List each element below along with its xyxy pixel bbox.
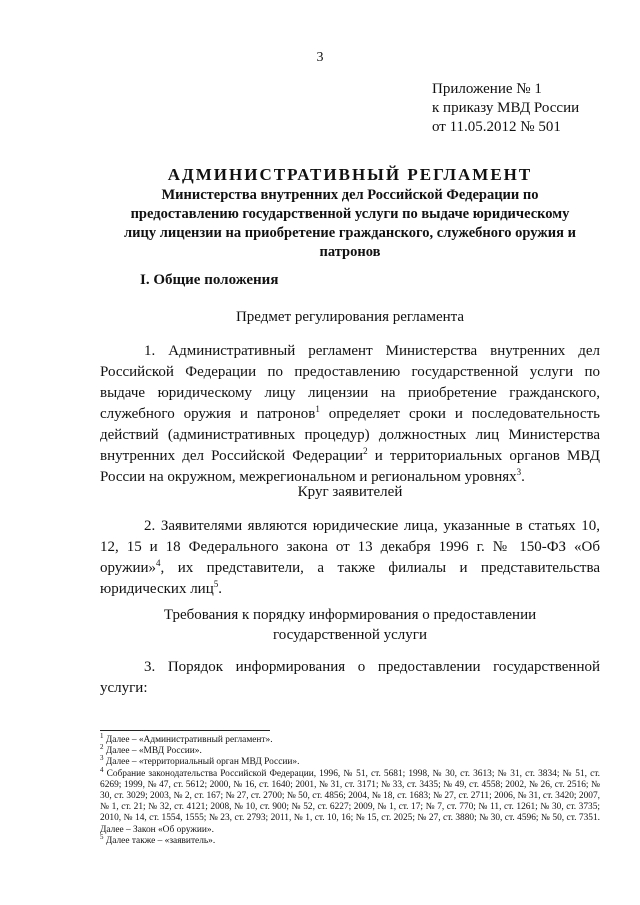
- paragraph-text: 1. Административный регламент Министерства внутренних дел Российской Федерации по предоставлению государственной услуги по выдаче юридическому лицу лицензии на приобретение гражданского, служебного оружия и патронов: [100, 343, 600, 422]
- title-subtitle-line: патронов: [319, 244, 381, 260]
- paragraph-1: [100, 341, 600, 488]
- footnote-text: Далее – «территориальный орган МВД России».: [103, 757, 300, 768]
- footnote: [100, 765, 600, 836]
- subsection-heading: Предмет регулирования регламента: [235, 309, 465, 325]
- subsection-heading-line: государственной услуги: [273, 627, 427, 643]
- paragraph-text: 2. Заявителями являются юридические лица, указанные в статьях 10, 12, 15 и 18 Федерального закона от 13 декабря 1996 г. № 150-ФЗ «Об оружии»: [100, 518, 600, 576]
- footnote-ref: 1: [315, 404, 320, 414]
- paragraph-text: и территориальных органов МВД России на окружном, межрегиональном и региональном уровнях: [100, 448, 600, 485]
- footnote: [100, 832, 600, 847]
- footnote-ref: 5: [213, 579, 219, 589]
- subsection-heading-line: Требования к порядку информирования о предоставлении: [163, 607, 537, 623]
- paragraph-2: [100, 516, 600, 600]
- footnote-ref: 4: [156, 558, 161, 568]
- paragraph-text: .: [218, 581, 222, 597]
- subsection-heading: Круг заявителей: [297, 484, 403, 500]
- footnote-text: Далее – «МВД России».: [103, 746, 202, 757]
- footnote-text: Собрание законодательства Российской Федерации, 1996, № 51, ст. 5681; 1998, № 30, ст. 3613; № 31, ст. 3834; № 51, ст. 6269; 1999, № 47, ст. 5612; 2000, № 16, ст. 1640; 2001, № 31, ст. 3171; № 33, ст. 3435; № 49, ст. 4558; 2002, № 26, ст. 2516; № 30, ст. 3029; 2003, № 2, ст. 167; № 27, ст. 2700; № 50, ст. 4856; 2004, № 18, ст. 1683; № 27, ст. 2711; 2006, № 31, ст. 3420; 2007, № 1, ст. 21; № 32, ст. 4121; 2008, № 10, ст. 900; № 52, ст. 6227; 2009, № 1, ст. 17; № 7, ст. 770; № 11, ст. 1261; № 30, ст. 3735; 2010, № 14, ст. 1554, 1555; № 23, ст. 2793; 2011, № 1, ст. 10, 16; № 15, ст. 2025; № 27, ст. 3880; № 30, ст. 4596; № 50, ст. 7351. Далее – Закон «Об оружии».: [100, 768, 600, 835]
- footnote: [100, 743, 600, 757]
- footnote-divider: [100, 730, 270, 731]
- section-heading: I. Общие положения: [140, 272, 279, 288]
- title-subtitle-line: лицу лицензии на приобретение гражданского, служебного оружия и: [124, 225, 576, 241]
- footnote-number: 2: [100, 743, 104, 752]
- paragraph-text: .: [521, 469, 525, 485]
- subsection-heading: [100, 605, 600, 645]
- footnote-text: Далее также – «заявитель».: [103, 835, 216, 846]
- footnote: [100, 731, 600, 746]
- appendix-line: Приложение № 1: [432, 81, 542, 97]
- title-main: АДМИНИСТРАТИВНЫЙ РЕГЛАМЕНТ: [167, 165, 533, 184]
- footnotes: [100, 731, 600, 847]
- appendix-header: [432, 80, 579, 137]
- footnote-number: 4: [100, 765, 104, 774]
- footnote-text: Далее – «Административный регламент».: [103, 735, 273, 745]
- footnote-ref: 3: [516, 467, 522, 477]
- footnote-ref: 2: [363, 446, 368, 456]
- page-number: 3: [316, 50, 324, 65]
- document-title: [100, 164, 600, 262]
- title-subtitle-line: предоставлению государственной услуги по выдаче юридическому: [130, 206, 570, 222]
- appendix-line: от 11.05.2012 № 501: [432, 119, 561, 135]
- paragraph-text: , их представители, а также филиалы и представительства юридических лиц: [100, 560, 600, 597]
- footnote-number: 5: [100, 832, 104, 841]
- title-subtitle-line: Министерства внутренних дел Российской Федерации по: [161, 187, 539, 203]
- paragraph-3: 3. Порядок информирования о предоставлении государственной услуги:: [100, 659, 600, 696]
- appendix-line: к приказу МВД России: [432, 100, 580, 116]
- footnote: [100, 754, 600, 768]
- paragraph-text: определяет сроки и последовательность действий (административных процедур) должностных лиц Министерства внутренних дел Российской Федерации: [100, 406, 600, 464]
- footnote-number: 1: [100, 731, 104, 740]
- footnote-number: 3: [100, 754, 104, 763]
